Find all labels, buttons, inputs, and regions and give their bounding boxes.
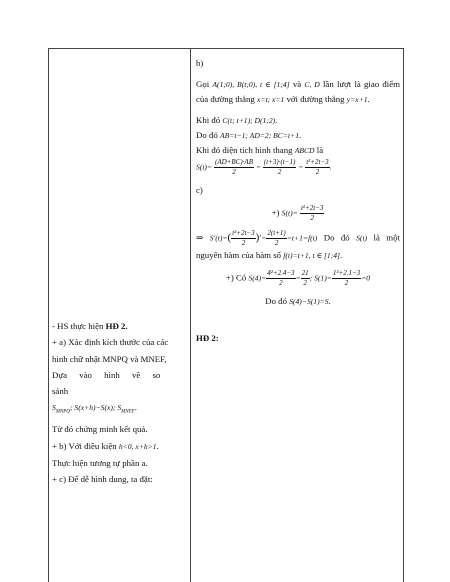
left-line-4: Dựa vào hình vẽ so sánh xyxy=(52,369,161,397)
b-label: b) xyxy=(196,58,204,68)
left-line-2: + a) Xác định kích thước của các xyxy=(52,337,169,348)
left-line-9: + c) Để dễ hình dung, ta đặt: xyxy=(52,474,153,485)
left-line-8: Thực hiện tương tự phần a. xyxy=(52,457,148,468)
c-line-4: Do đó S(4)−S(1)=S. xyxy=(265,296,331,306)
c-label: c) xyxy=(196,185,203,195)
left-cell xyxy=(52,318,186,487)
paragraph-area-intro: Khi đó diện tích hình thang ABCD là xyxy=(196,145,324,155)
left-line-1: - HS thực hiện HĐ 2. xyxy=(52,321,128,331)
hd2-heading: HĐ 2: xyxy=(196,333,219,343)
paragraph-c-d: Khi đó C(t; t+1); D(1;2). xyxy=(196,115,278,125)
left-line-5: $S_{MNPQ}$; S(x+h)−S(x); $S_{MNEF}$. xyxy=(52,402,137,415)
column-divider xyxy=(190,48,191,582)
c-line-3: +) Có S(4)= $\frac{\text{4²+2.4−3}}{2}$ = $\frac{21}{2}$ ; S(1)= $\frac{\text{1²+2.1−3}}{2}$ =0 xyxy=(225,269,371,287)
c-line-1: +) S(t)= $\frac{\text{t²+2t−3}}{2}$ xyxy=(271,204,324,222)
right-cell xyxy=(196,56,400,346)
left-line-7: + b) Với điều kiện h<0, x+h>1. xyxy=(52,440,159,451)
paragraph-points: Gọi A(1;0), B(t;0), t ∈ [1;4] và C, D lần lượt là giao điểm của đường thẳng x=t; x=1 với đường thẳng y=x+1. xyxy=(196,79,400,104)
paragraph-lengths: Do đó AB=t−1; AD=2; BC=t+1. xyxy=(196,130,302,140)
c-line-2: ⇒ S′(t)=( $\frac{\text{t²+2t−3}}{2}$ )′= $\frac{2(t+1)}{2}$ =t+1=f(t) Do đó S(t) là một nguyên hàm của hàm số f(t)=t+1, t ∈ [1;4]. xyxy=(196,229,400,260)
left-line-6: Từ đó chứng minh kết quả. xyxy=(52,424,148,435)
area-formula: S(t)= $\frac{(AD+BC)\cdot AB}{2}$ = $\frac{(t+3)\cdot(t-1)}{2}$ = $\frac{\text{t²+2t−3}}{2}$ . xyxy=(196,158,332,176)
left-line-3: hình chữ nhật MNPQ và MNEF, xyxy=(52,353,167,364)
